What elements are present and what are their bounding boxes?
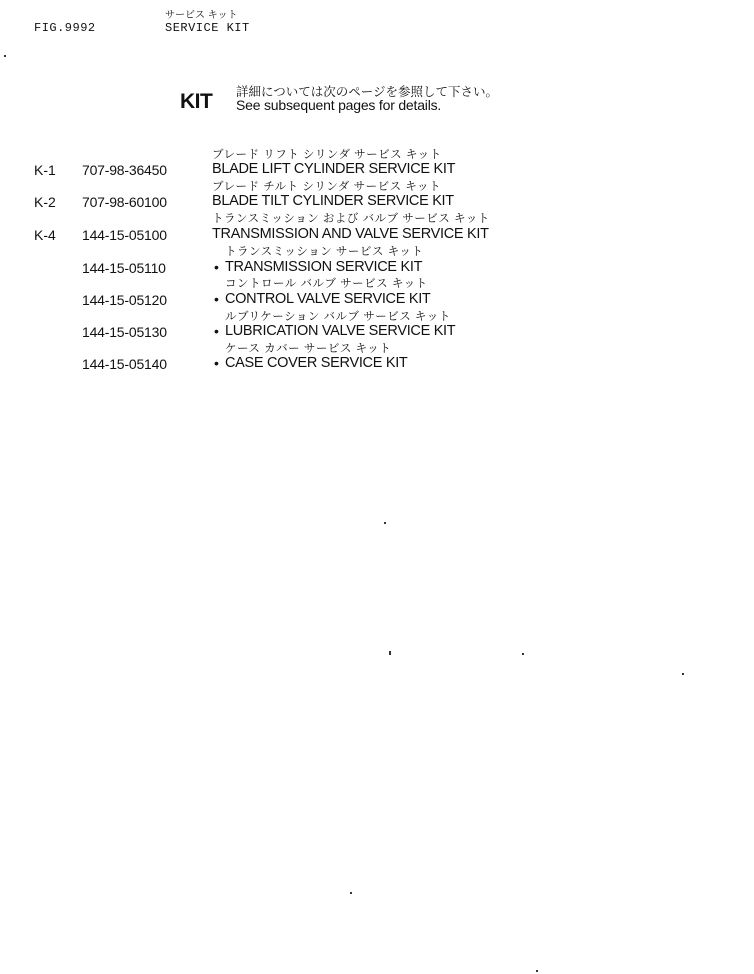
part-number: 144-15-05130	[82, 324, 167, 340]
scan-speck	[682, 673, 684, 675]
bullet: •	[214, 291, 219, 307]
part-name-jp: ケース カバー サービス キット	[225, 343, 392, 355]
part-name-jp: トランスミッション サービス キット	[225, 246, 424, 258]
note-text-en: See subsequent pages for details.	[236, 97, 442, 113]
part-number: 707-98-36450	[82, 162, 167, 178]
scan-speck	[350, 892, 352, 894]
part-name-en: TRANSMISSION AND VALVE SERVICE KIT	[212, 226, 489, 242]
part-number: 144-15-05120	[82, 292, 167, 308]
scan-speck	[536, 970, 538, 972]
kit-label: KIT	[180, 90, 213, 113]
bullet: •	[214, 323, 219, 339]
part-ref: K-2	[34, 194, 56, 210]
part-name-jp: ブレード リフト シリンダ サービス キット	[212, 149, 442, 161]
part-name-en: LUBRICATION VALVE SERVICE KIT	[225, 323, 456, 339]
figure-number: FIG.9992	[34, 21, 96, 35]
bullet: •	[214, 355, 219, 371]
part-number: 144-15-05140	[82, 356, 167, 372]
part-number: 144-15-05110	[82, 260, 166, 276]
part-name-en: CONTROL VALVE SERVICE KIT	[225, 291, 431, 307]
part-number: 144-15-05100	[82, 227, 167, 243]
part-name-en: CASE COVER SERVICE KIT	[225, 355, 408, 371]
scan-speck	[384, 522, 386, 524]
part-name-en: BLADE LIFT CYLINDER SERVICE KIT	[212, 161, 456, 177]
scan-speck	[389, 651, 391, 655]
scan-speck	[4, 55, 6, 57]
note-text-jp: 詳細については次のページを参照して下さい。	[236, 85, 499, 99]
bullet: •	[214, 259, 219, 275]
part-name-jp: トランスミッション および バルブ サービス キット	[212, 213, 490, 225]
scan-speck	[522, 653, 524, 655]
part-name-jp: ブレード チルト シリンダ サービス キット	[212, 181, 442, 193]
part-name-jp: コントロール バルブ サービス キット	[225, 278, 428, 290]
part-number: 707-98-60100	[82, 194, 167, 210]
part-name-en: TRANSMISSION SERVICE KIT	[225, 259, 423, 275]
header-title-jp: サービス キット	[165, 10, 238, 21]
part-name-jp: ルブリケーション バルブ サービス キット	[225, 311, 451, 323]
part-ref: K-4	[34, 227, 56, 243]
part-name-en: BLADE TILT CYLINDER SERVICE KIT	[212, 193, 454, 209]
part-ref: K-1	[34, 162, 56, 178]
header-title: SERVICE KIT	[165, 21, 250, 35]
